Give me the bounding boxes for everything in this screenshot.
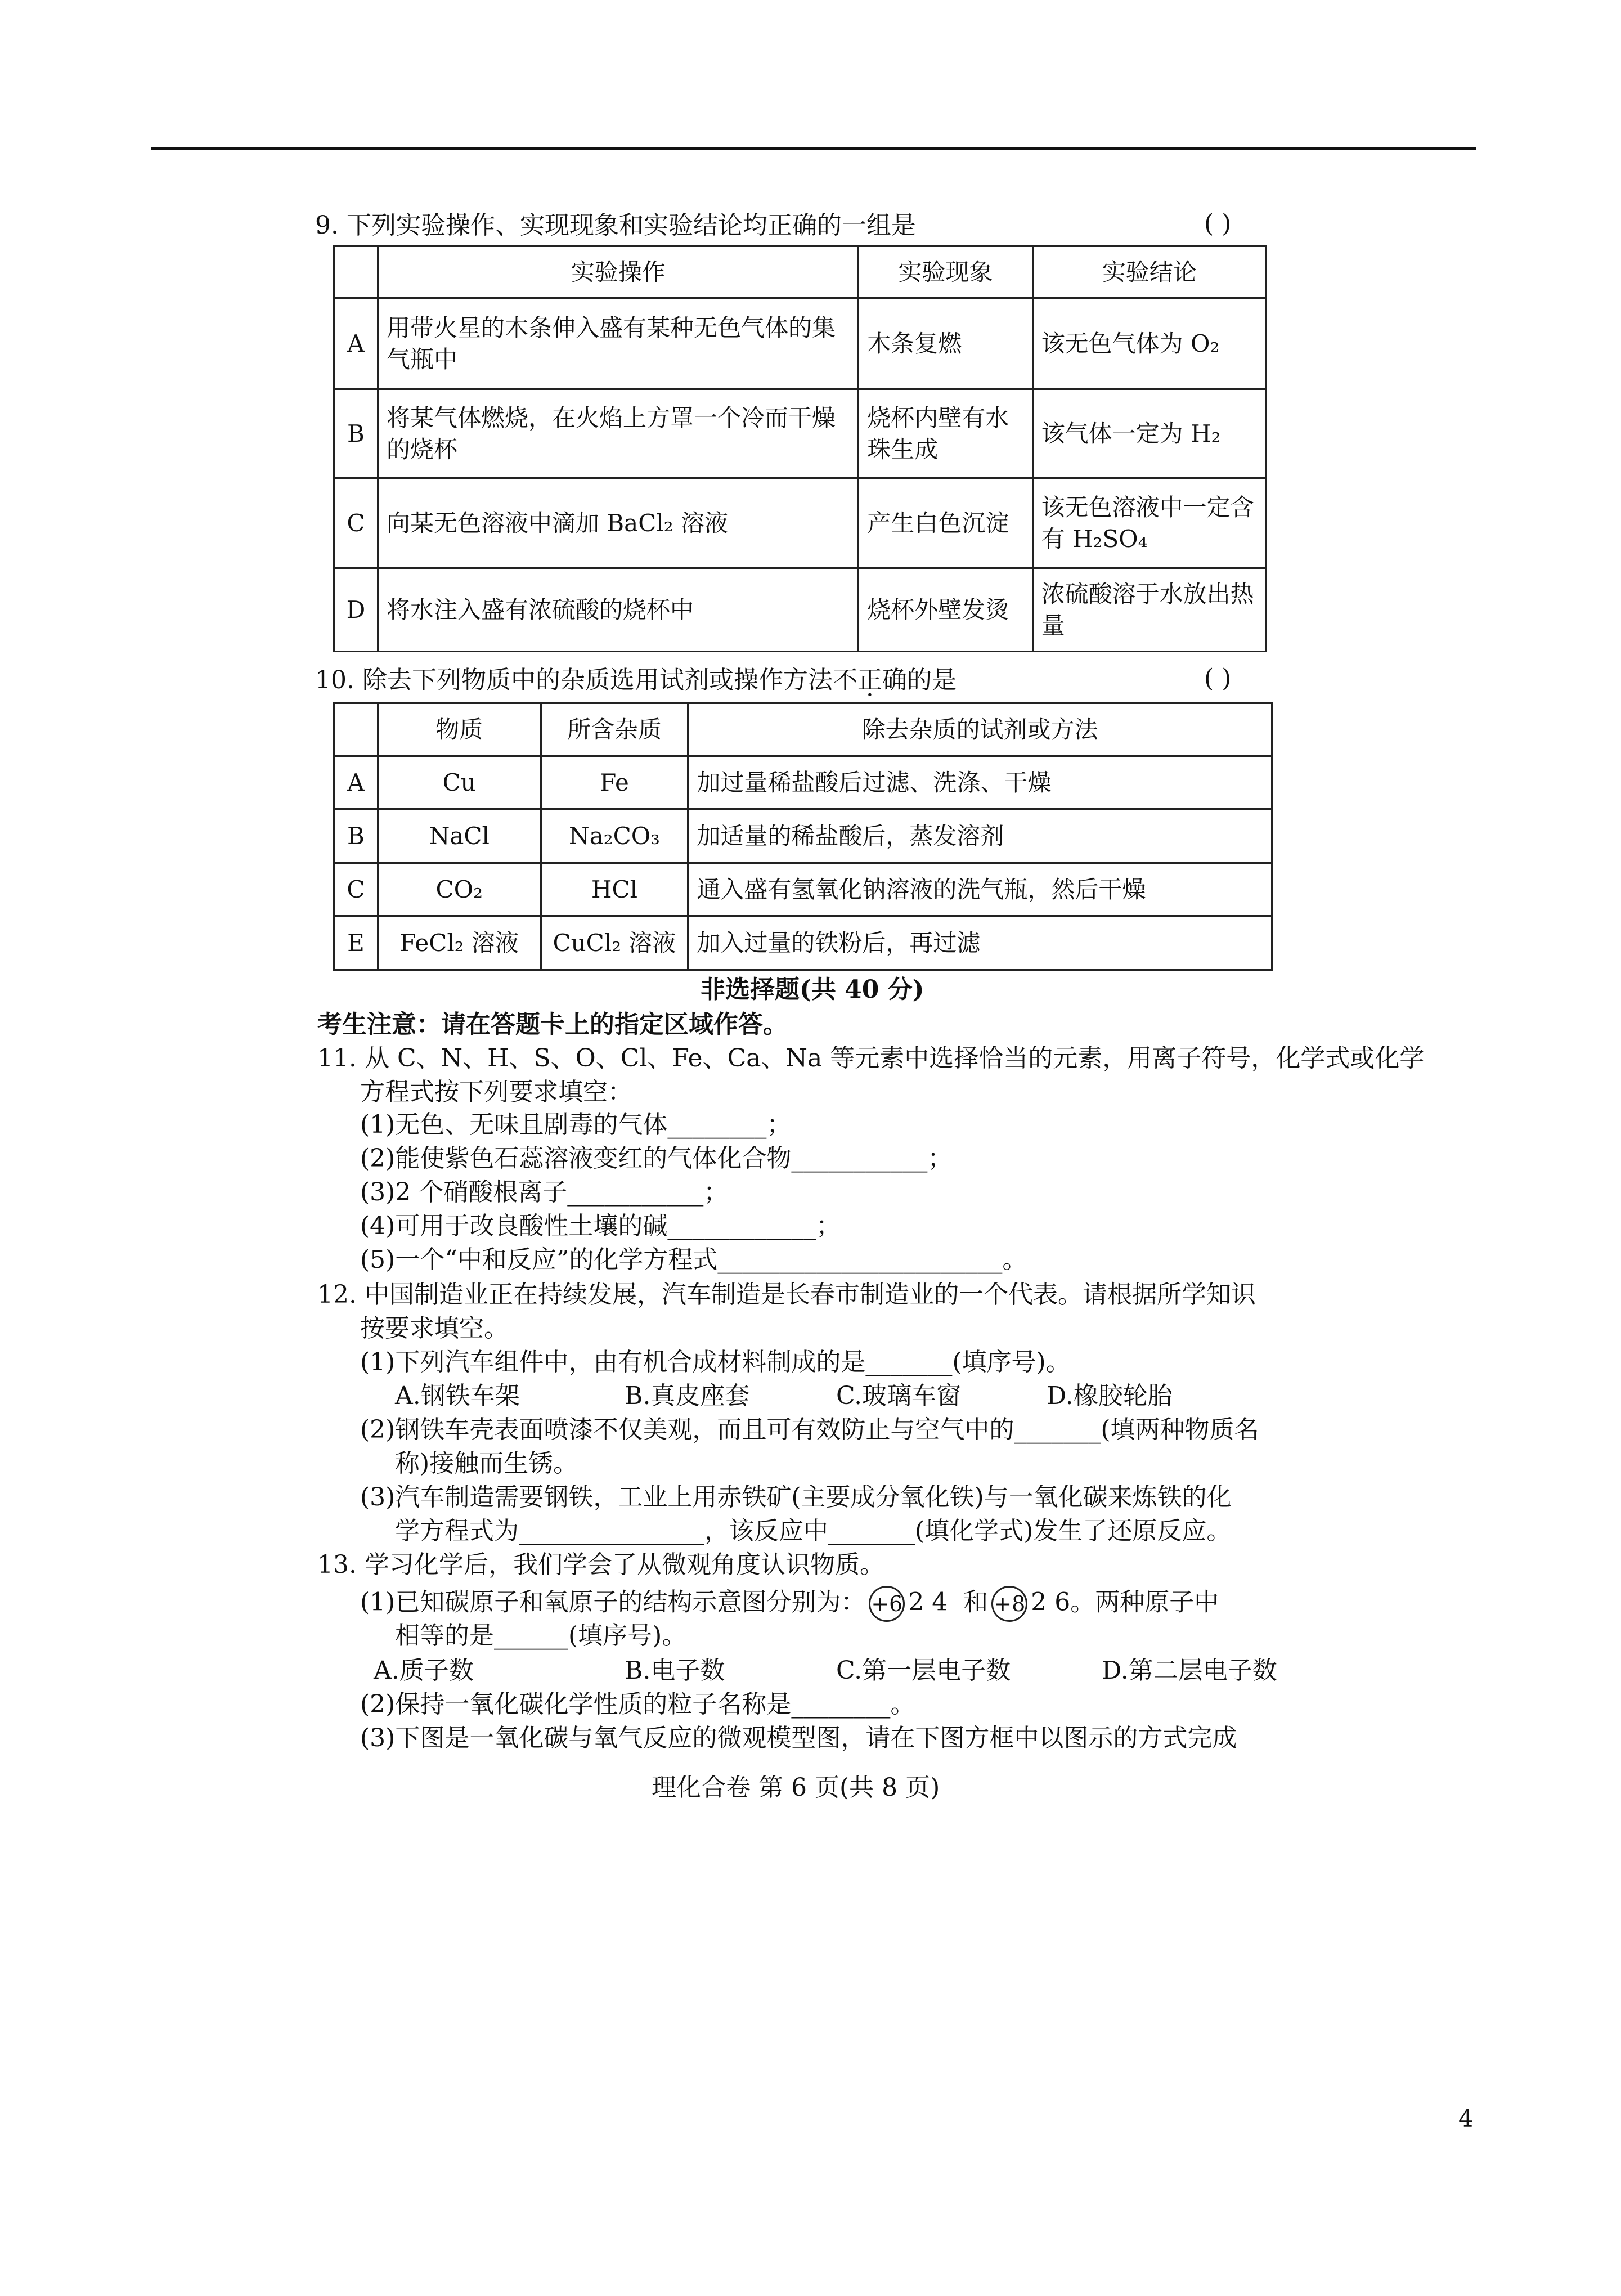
table-row (334, 916, 1272, 970)
q9-option-label: B (334, 389, 378, 478)
table-row (334, 809, 1272, 863)
page-footer: 理化合卷 第 6 页(共 8 页) (652, 1773, 940, 1802)
q10-stem (315, 664, 957, 697)
q10-header-blank (334, 703, 378, 756)
q10-method: 加适量的稀盐酸后，蒸发溶剂 (688, 809, 1272, 863)
q11-stem-line1: 11. 从 C、N、H、S、O、Cl、Fe、Ca、Na 等元素中选择恰当的元素，用离子符号，化学式或化学 (317, 1044, 1425, 1073)
q9-header-operation: 实验操作 (378, 246, 858, 298)
q9-option-label: D (334, 568, 378, 652)
q9-operation: 向某无色溶液中滴加 BaCl₂ 溶液 (378, 478, 858, 568)
carbon-nucleus-diagram: +6 (869, 1586, 905, 1622)
q13-sub1-option-d: D.第二层电子数 (1102, 1656, 1277, 1685)
q10-substance: Cu (378, 756, 541, 809)
q11-item-2: (2)能使紫色石蕊溶液变红的气体化合物___________； (360, 1144, 953, 1173)
q10-impurity: Fe (541, 756, 688, 809)
q10-substance: NaCl (378, 809, 541, 863)
table-row (334, 298, 1267, 389)
q13-sub1-intro-end: 。两种原子中 (1070, 1588, 1219, 1617)
q10-header-substance: 物质 (378, 703, 541, 756)
q11-stem-line2: 方程式按下列要求填空： (360, 1078, 632, 1106)
q10-method: 加过量稀盐酸后过滤、洗涤、干燥 (688, 756, 1272, 809)
q10-stem-end: 的是 (906, 666, 957, 694)
q10-substance: CO₂ (378, 863, 541, 916)
header-rule (151, 147, 1476, 150)
q12-stem-line1: 12. 中国制造业正在持续发展，汽车制造是长春市制造业的一个代表。请根据所学知识 (317, 1280, 1256, 1309)
q12-sub2-line2: 称)接触而生锈。 (395, 1449, 578, 1478)
q10-answer-paren: ( ) (1204, 664, 1232, 693)
q10-substance: FeCl₂ 溶液 (378, 916, 541, 970)
q9-phenomenon: 烧杯外壁发烫 (859, 568, 1032, 652)
q9-phenomenon: 木条复燃 (859, 298, 1032, 389)
oxygen-nucleus-diagram: +8 (991, 1586, 1027, 1622)
q9-option-label: C (334, 478, 378, 568)
q9-phenomenon: 烧杯内壁有水珠生成 (859, 389, 1032, 478)
notice: 考生注意：请在答题卡上的指定区域作答。 (317, 1010, 788, 1039)
q11-item-5: (5)一个“中和反应”的化学方程式_______________________。 (360, 1245, 1027, 1274)
q13-stem: 13. 学习化学后，我们学会了从微观角度认识物质。 (317, 1550, 884, 1579)
q9-option-label: A (334, 298, 378, 389)
q9-conclusion: 该无色溶液中一定含有 H₂SO₄ (1032, 478, 1266, 568)
q9-table (333, 245, 1267, 652)
q12-sub1-option-a: A.钢铁车架 (395, 1382, 520, 1410)
q9-operation: 将水注入盛有浓硫酸的烧杯中 (378, 568, 858, 652)
q11-item-1: (1)无色、无味且剧毒的气体________； (360, 1110, 792, 1139)
q10-stem-start: 10. 除去下列物质中的杂质选用试剂或操作方法 (315, 666, 833, 694)
q9-operation: 将某气体燃烧，在火焰上方罩一个冷而干燥的烧杯 (378, 389, 858, 478)
q13-sub1-line1 (360, 1586, 1219, 1622)
q9-operation: 用带火星的木条伸入盛有某种无色气体的集气瓶中 (378, 298, 858, 389)
q10-table (333, 702, 1273, 971)
table-row (334, 478, 1267, 568)
q9-header-phenomenon: 实验现象 (859, 246, 1032, 298)
q9-conclusion: 该无色气体为 O₂ (1032, 298, 1266, 389)
q10-method: 加入过量的铁粉后，再过滤 (688, 916, 1272, 970)
table-row (334, 863, 1272, 916)
q9-header-blank (334, 246, 378, 298)
q11-item-4: (4)可用于改良酸性土壤的碱____________； (360, 1212, 841, 1240)
q12-sub2-line1: (2)钢铁车壳表面喷漆不仅美观，而且可有效防止与空气中的_______(填两种物质名 (360, 1415, 1259, 1444)
section-title: 非选择题(共 40 分) (701, 975, 924, 1004)
q10-header-row (334, 703, 1272, 756)
q12-sub3-line1: (3)汽车制造需要钢铁，工业上用赤铁矿(主要成分氧化铁)与一氧化碳来炼铁的化 (360, 1483, 1232, 1512)
q10-option-label: E (334, 916, 378, 970)
q13-sub1-line2: 相等的是______(填序号)。 (395, 1621, 687, 1650)
q10-impurity: HCl (541, 863, 688, 916)
q13-sub1-intro: (1)已知碳原子和氧原子的结构示意图分别为： (360, 1588, 866, 1617)
q12-sub1-option-d: D.橡胶轮胎 (1047, 1382, 1173, 1410)
q13-sub1-option-a: A.质子数 (374, 1656, 474, 1685)
q9-phenomenon: 产生白色沉淀 (859, 478, 1032, 568)
oxygen-electron-shells: 2 6 (1031, 1588, 1071, 1617)
q9-stem: 9. 下列实验操作、实现现象和实验结论均正确的一组是 (315, 211, 916, 240)
q9-header-row (334, 246, 1267, 298)
q9-conclusion: 浓硫酸溶于水放出热量 (1032, 568, 1266, 652)
table-row (334, 756, 1272, 809)
q9-conclusion: 该气体一定为 H₂ (1032, 389, 1266, 478)
q10-option-label: C (334, 863, 378, 916)
q9-answer-paren: ( ) (1204, 209, 1232, 238)
q10-option-label: B (334, 809, 378, 863)
q13-sub1-option-b: B.电子数 (625, 1656, 725, 1685)
q13-sub2: (2)保持一氧化碳化学性质的粒子名称是________。 (360, 1690, 915, 1719)
q10-method: 通入盛有氢氧化钠溶液的洗气瓶，然后干燥 (688, 863, 1272, 916)
q12-sub1-option-c: C.玻璃车窗 (836, 1382, 962, 1410)
q10-stem-emphasis: 不正确 (832, 666, 907, 694)
q10-option-label: A (334, 756, 378, 809)
q10-header-impurity: 所含杂质 (541, 703, 688, 756)
q11-item-3: (3)2 个硝酸根离子___________； (360, 1178, 729, 1207)
carbon-electron-shells: 2 4 (908, 1588, 948, 1617)
q10-impurity: Na₂CO₃ (541, 809, 688, 863)
q13-sub3: (3)下图是一氧化碳与氧气反应的微观模型图，请在下图方框中以图示的方式完成 (360, 1724, 1237, 1752)
q12-sub1-option-b: B.真皮座套 (625, 1382, 750, 1410)
q9-header-conclusion: 实验结论 (1032, 246, 1266, 298)
table-row (334, 389, 1267, 478)
table-row (334, 568, 1267, 652)
q12-stem-line2: 按要求填空。 (360, 1314, 509, 1343)
q13-sub1-option-c: C.第一层电子数 (836, 1656, 1011, 1685)
q13-and: 和 (963, 1588, 989, 1617)
q10-header-method: 除去杂质的试剂或方法 (688, 703, 1272, 756)
q12-sub1: (1)下列汽车组件中，由有机合成材料制成的是_______(填序号)。 (360, 1348, 1071, 1376)
q12-sub3-line2: 学方程式为_______________，该反应中_______(填化学式)发生了还原反应。 (395, 1517, 1232, 1545)
q10-impurity: CuCl₂ 溶液 (541, 916, 688, 970)
page-number: 4 (1458, 2105, 1474, 2132)
